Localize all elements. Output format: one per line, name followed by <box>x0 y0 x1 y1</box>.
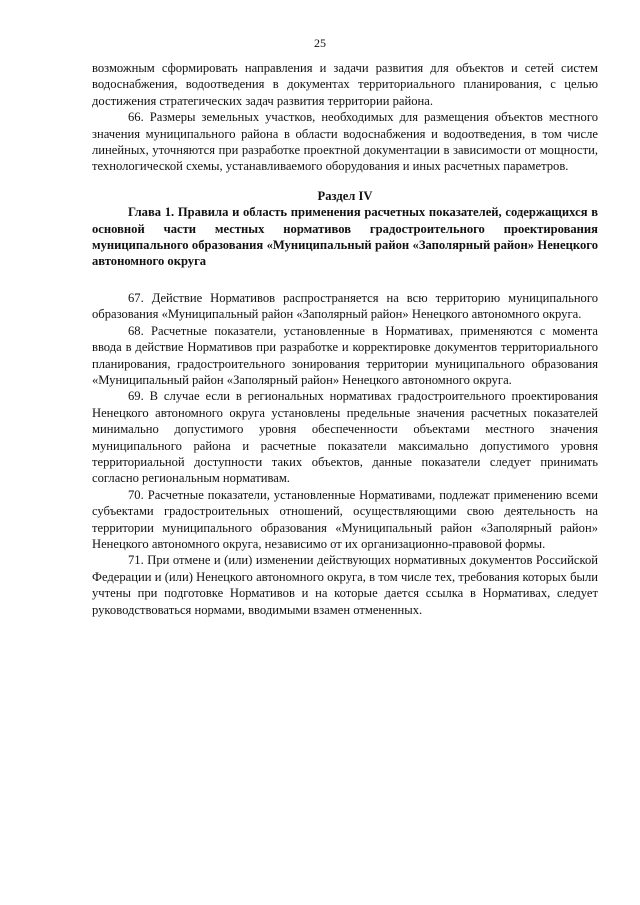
paragraph-66: 66. Размеры земельных участков, необходимых для размещения объектов местного значения муниципального района в области водоснабжения и водоотведения, в том числе линейных, уточняются при разработке проектной документации в зависимости от мощности, технологической схемы, устанавливаемого оборудования и иных расчетных параметров. <box>92 110 598 174</box>
chapter-title: Глава 1. Правила и область применения расчетных показателей, содержащихся в основной части местных нормативов градостроительного проектирования муниципального образования «Муниципальный район «Заполярный район» Ненецкого автономного округа <box>92 205 598 269</box>
paragraph-71: 71. При отмене и (или) изменении действующих нормативных документов Российской Федерации и (или) Ненецкого автономного округа, в том числе тех, требования которых были учтены при подготовке Нормативов и на которые дается ссылка в Нормативах, следует руководствоваться нормами, вводимыми взамен отмененных. <box>92 553 598 617</box>
page-number: 25 <box>314 36 326 50</box>
paragraph-67: 67. Действие Нормативов распространяется на всю территорию муниципального образования «Муниципальный район «Заполярный район» Ненецкого автономного округа. <box>92 290 598 322</box>
section-title: Раздел IV <box>317 188 373 203</box>
paragraph-continuation: возможным сформировать направления и задачи развития для объектов и сетей систем водоснабжения, водоотведения в документах территориального планирования, с целью достижения стратегических задач развития территории района. <box>92 61 598 108</box>
document-body <box>92 60 598 618</box>
paragraph-70: 70. Расчетные показатели, установленные Нормативами, подлежат применению всеми субъектами градостроительных отношений, осуществляющими свою деятельность на территории муниципального образования «Муниципальный район «Заполярный район» Ненецкого автономного округа, независимо от их организационно-правовой формы. <box>92 487 598 551</box>
paragraph-68: 68. Расчетные показатели, установленные в Нормативах, применяются с момента ввода в действие Нормативов при разработке и корректировке документов территориального планирования, градостроительного зонирования территории муниципального образования «Муниципальный район «Заполярный район» Ненецкого автономного округа. <box>92 323 598 387</box>
paragraph-69: 69. В случае если в региональных нормативах градостроительного проектирования Ненецкого автономного округа установлены предельные значения расчетных показателей минимально допустимого уровня обеспеченности объектами местного значения муниципального района и расчетные показатели максимально допустимого уровня территориальной доступности таких объектов, данные показатели следует принимать согласно региональным нормативам. <box>92 389 598 486</box>
